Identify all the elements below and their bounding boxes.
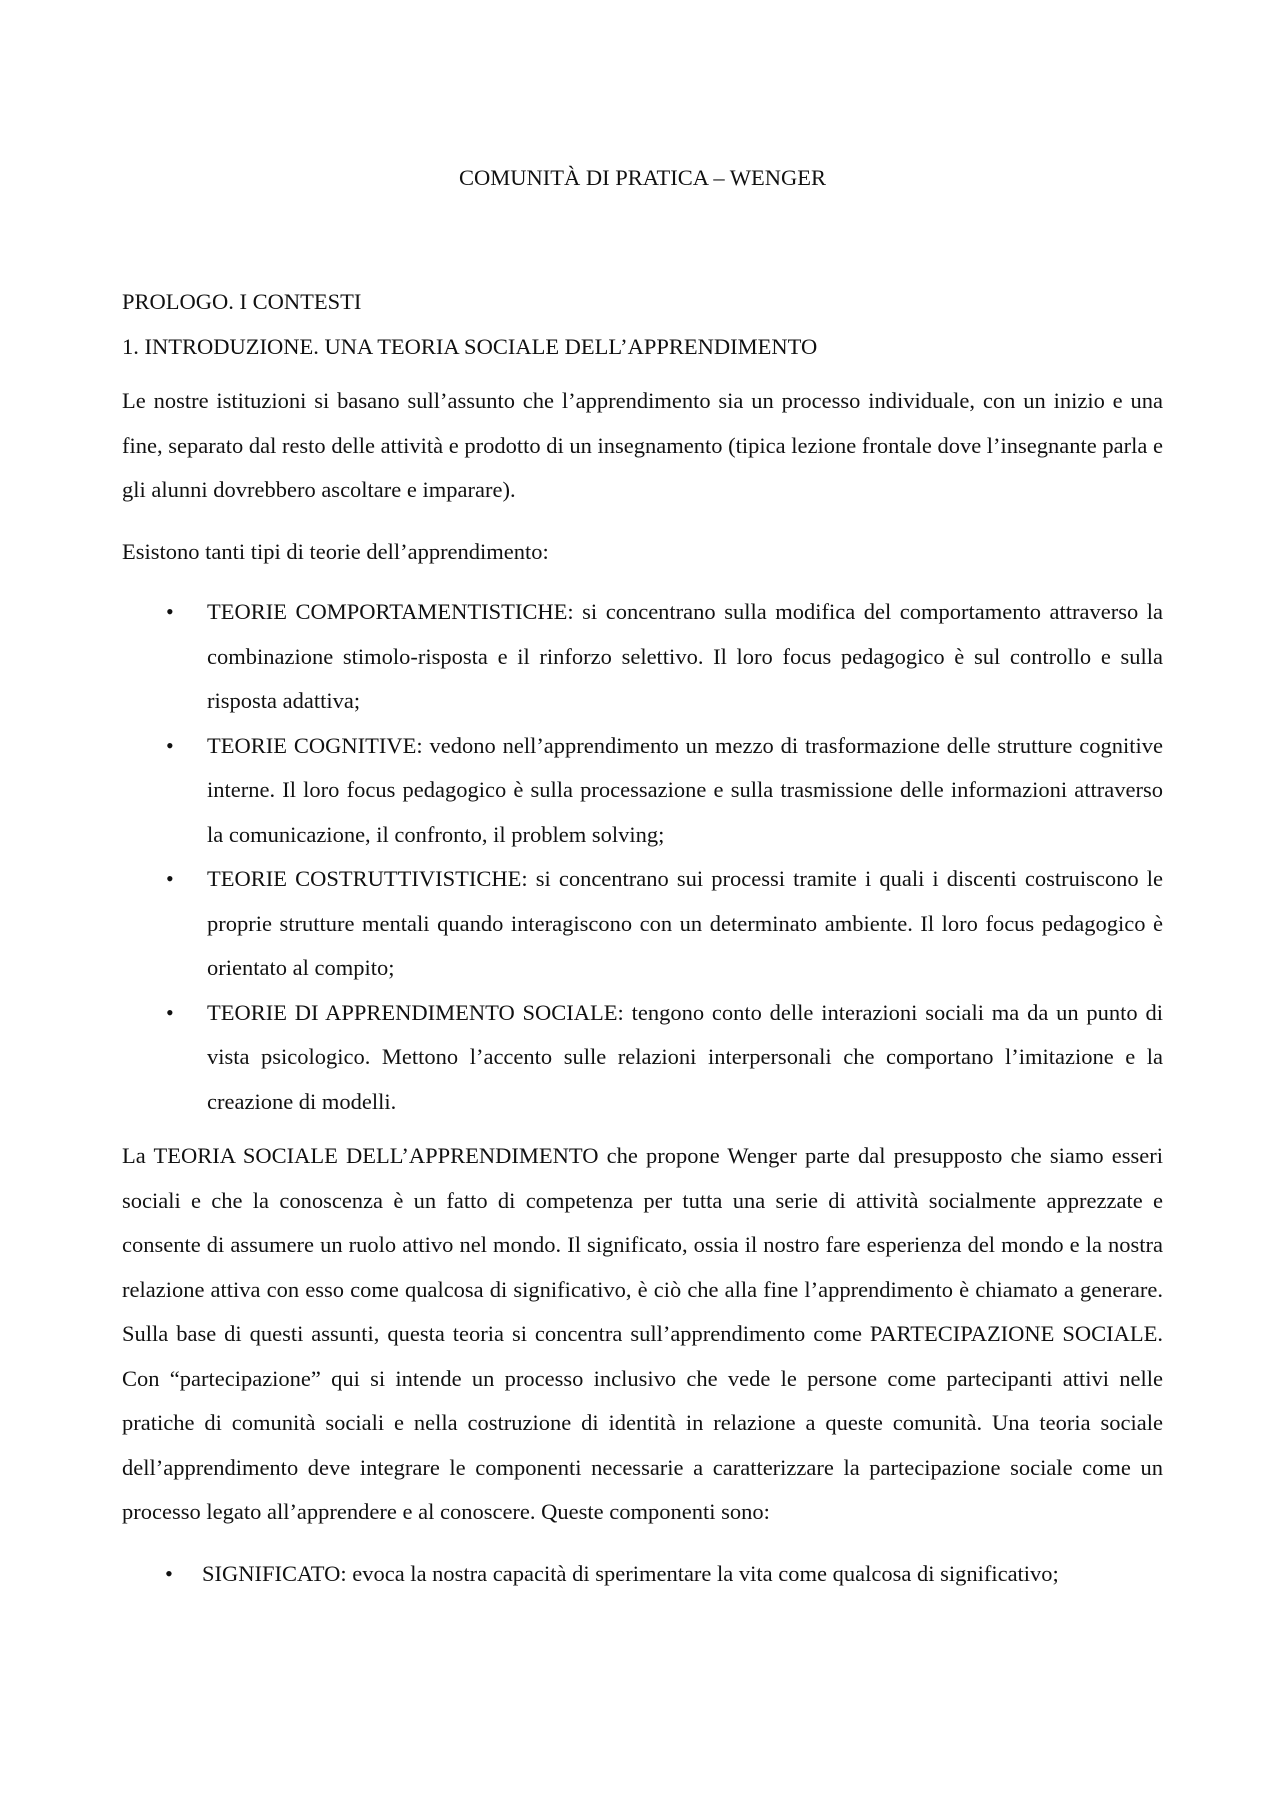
prologue-heading: PROLOGO. I CONTESTI (122, 289, 362, 314)
list-item: • TEORIE DI APPRENDIMENTO SOCIALE: tengono conto delle interazioni sociali ma da un punto di vista psicologico. Mettono l’accento sulle relazioni interpersonali che comportano l’imitazione e la creazione di modelli. (207, 991, 1163, 1125)
list-item: • TEORIE COGNITIVE: vedono nell’apprendimento un mezzo di trasformazione delle strutture cognitive interne. Il loro focus pedagogico è sulla processazione e sulla trasmissione delle informazioni attraverso la comunicazione, il confronto, il problem solving; (207, 724, 1163, 858)
theories-list (122, 590, 1163, 1124)
document-title: COMUNITÀ DI PRATICA – WENGER (458, 165, 827, 190)
paragraph-intro: Le nostre istituzioni si basano sull’assunto che l’apprendimento sia un processo individuale, con un inizio e una fine, separato dal resto delle attività e prodotto di un insegnamento (tipica lezione frontale dove l’insegnante parla e gli alunni dovrebbero ascoltare e imparare). (122, 388, 1163, 502)
document-body (122, 165, 1163, 1596)
paragraph-theories-intro: Esistono tanti tipi di teorie dell’apprendimento: (122, 538, 549, 564)
list-item: • SIGNIFICATO: evoca la nostra capacità di sperimentare la vita come qualcosa di significativo; (202, 1552, 1163, 1597)
list-item: • TEORIE COMPORTAMENTISTICHE: si concentrano sulla modifica del comportamento attraverso la combinazione stimolo-risposta e il rinforzo selettivo. Il loro focus pedagogico è sul controllo e sulla risposta adattiva; (207, 590, 1163, 724)
paragraph-social-theory: La TEORIA SOCIALE DELL’APPRENDIMENTO che propone Wenger parte dal presupposto che siamo esseri sociali e che la conoscenza è un fatto di competenza per tutta una serie di attività socialmente apprezzate e consente di assumere un ruolo attivo nel mondo. Il significato, ossia il nostro fare esperienza del mondo e la nostra relazione attiva con esso come qualcosa di significativo, è ciò che alla fine l’apprendimento è chiamato a generare. Sulla base di questi assunti, questa teoria si concentra sull’apprendimento come PARTECIPAZIONE SOCIALE. Con “partecipazione” qui si intende un processo inclusivo che vede le persone come partecipanti attivi nelle pratiche di comunità sociali e nella costruzione di identità in relazione a queste comunità. Una teoria sociale dell’apprendimento deve integrare le componenti necessarie a caratterizzare la partecipazione sociale come un processo legato all’apprendere e al conoscere. Queste componenti sono: (122, 1143, 1163, 1524)
chapter-heading: 1. INTRODUZIONE. UNA TEORIA SOCIALE DELL’APPRENDIMENTO (122, 334, 818, 359)
list-item: • TEORIE COSTRUTTIVISTICHE: si concentrano sui processi tramite i quali i discenti costruiscono le proprie strutture mentali quando interagiscono con un determinato ambiente. Il loro focus pedagogico è orientato al compito; (207, 857, 1163, 991)
components-list (122, 1552, 1163, 1597)
